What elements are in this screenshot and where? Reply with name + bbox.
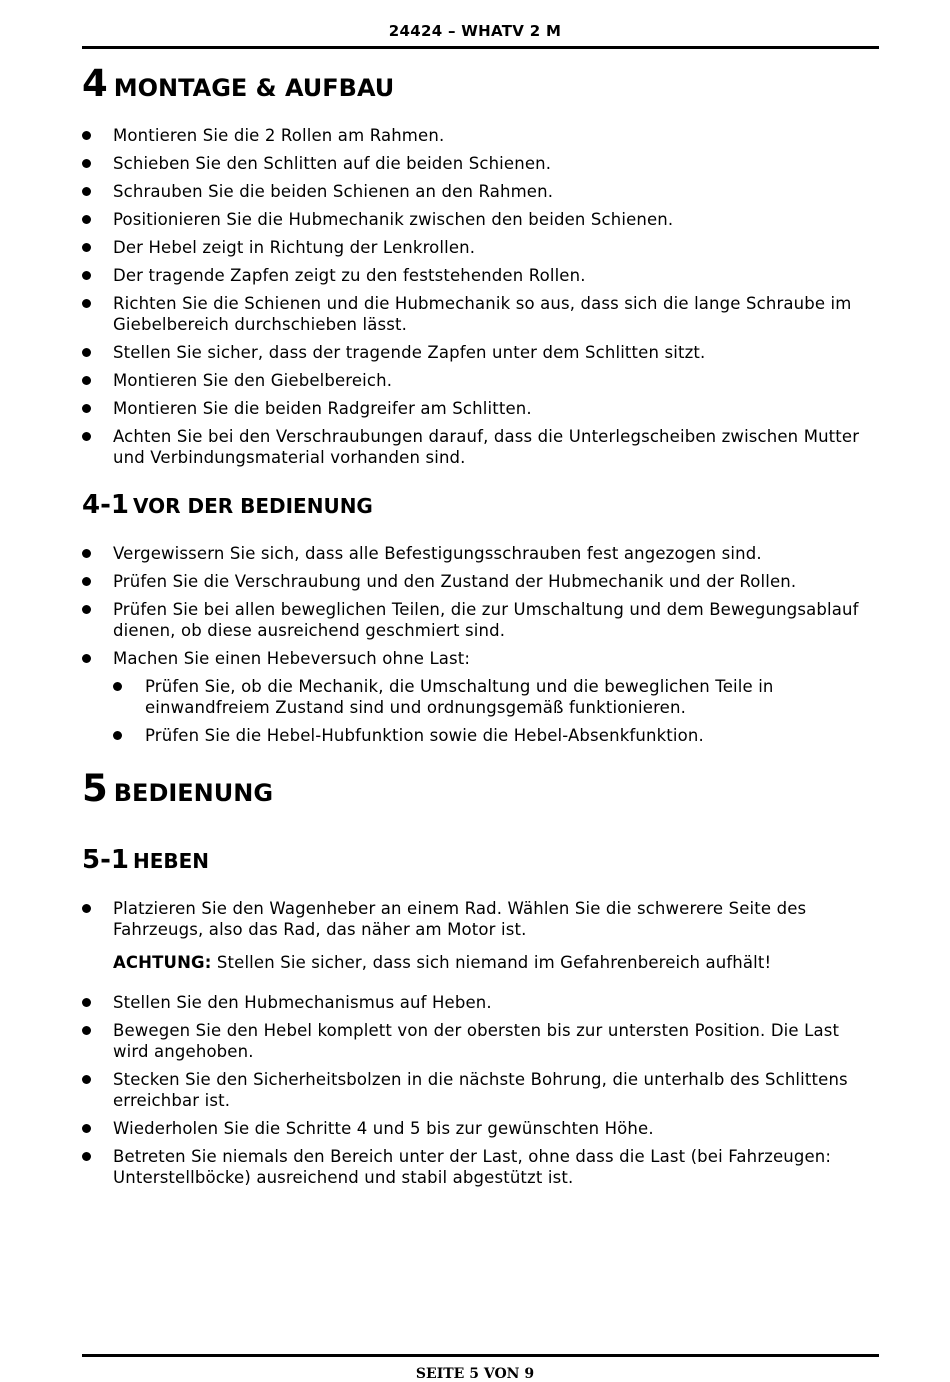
page-number-footer: SEITE 5 VON 9 [415,1366,535,1382]
bullet-icon [82,159,91,168]
list-item: Bewegen Sie den Hebel komplett von der obersten bis zur untersten Position. Die Last wird angehoben. [82,1020,879,1062]
list-item: Machen Sie einen Hebeversuch ohne Last: Prüfen Sie, ob die Mechanik, die Umschaltung und die beweglichen Teile in einwandfreiem Zustand sind und ordnungsgemäß funktionieren. Prüfen Sie die Hebel-Hubfunktion sowie die Hebel-Absenkfunktion. [82,648,879,746]
bullet-icon [82,215,91,224]
list-item: Schieben Sie den Schlitten auf die beiden Schienen. [82,153,879,174]
bullet-icon [113,682,122,691]
bullet-icon [82,549,91,558]
bullet-icon [82,605,91,614]
list-item: Montieren Sie den Giebelbereich. [82,370,879,391]
list-item: Richten Sie die Schienen und die Hubmechanik so aus, dass sich die lange Schraube im Giebelbereich durchschieben lässt. [82,293,879,335]
bullet-icon [113,731,122,740]
section-5-heading [82,767,273,810]
list-item: Prüfen Sie die Verschraubung und den Zustand der Hubmechanik und der Rollen. [82,571,879,592]
document-header-title: 24424 – WHATV 2 M [388,22,562,40]
section-5-number: 5 [82,767,108,810]
section-4-1-list [82,543,879,753]
bullet-icon [82,271,91,280]
section-5-1-list [82,898,879,1195]
list-item: Der Hebel zeigt in Richtung der Lenkrollen. [82,237,879,258]
bullet-icon [82,1026,91,1035]
bullet-icon [82,1152,91,1161]
list-item: Prüfen Sie bei allen beweglichen Teilen, die zur Umschaltung und dem Bewegungsablauf dienen, ob diese ausreichend geschmiert sind. [82,599,879,641]
bullet-icon [82,348,91,357]
section-4-heading [82,62,394,105]
footer-divider [82,1354,879,1357]
bullet-icon [82,998,91,1007]
list-item: Montieren Sie die 2 Rollen am Rahmen. [82,125,879,146]
bullet-icon [82,187,91,196]
list-item: Platzieren Sie den Wagenheber an einem Rad. Wählen Sie die schwerere Seite des Fahrzeugs, also das Rad, das näher am Motor ist. ACHTUNG: Stellen Sie sicher, dass sich niemand im Gefahrenbereich aufhält! [82,898,879,973]
section-5-title: BEDIENUNG [113,779,274,807]
section-4-list [82,125,879,475]
list-item: Stellen Sie sicher, dass der tragende Zapfen unter dem Schlitten sitzt. [82,342,879,363]
bullet-icon [82,432,91,441]
list-item: Schrauben Sie die beiden Schienen an den Rahmen. [82,181,879,202]
section-4-number: 4 [82,62,108,105]
warning-label: ACHTUNG: [113,953,212,972]
list-item: Achten Sie bei den Verschraubungen darauf, dass die Unterlegscheiben zwischen Mutter und Verbindungsmaterial vorhanden sind. [82,426,879,468]
section-4-title: MONTAGE & AUFBAU [113,74,395,102]
list-item: Stecken Sie den Sicherheitsbolzen in die nächste Bohrung, die unterhalb des Schlittens erreichbar ist. [82,1069,879,1111]
bullet-icon [82,1075,91,1084]
sub-list [113,676,879,746]
section-4-1-title: VOR DER BEDIENUNG [132,494,373,518]
list-item: Betreten Sie niemals den Bereich unter der Last, ohne dass die Last (bei Fahrzeugen: Unterstellböcke) ausreichend und stabil abgestützt ist. [82,1146,879,1188]
bullet-icon [82,577,91,586]
section-5-1-heading [82,845,209,875]
section-5-1-number: 5-1 [82,845,129,875]
bullet-icon [82,376,91,385]
section-4-1-heading [82,490,373,520]
bullet-icon [82,1124,91,1133]
warning-note [113,952,879,973]
list-item: Wiederholen Sie die Schritte 4 und 5 bis zur gewünschten Höhe. [82,1118,879,1139]
bullet-icon [82,404,91,413]
list-item: Der tragende Zapfen zeigt zu den feststehenden Rollen. [82,265,879,286]
section-4-1-number: 4-1 [82,490,129,520]
list-item: Stellen Sie den Hubmechanismus auf Heben. [82,992,879,1013]
section-5-1-title: HEBEN [132,849,210,873]
bullet-icon [82,904,91,913]
warning-text: Stellen Sie sicher, dass sich niemand im Gefahrenbereich aufhält! [211,953,772,972]
list-item: Montieren Sie die beiden Radgreifer am Schlitten. [82,398,879,419]
bullet-icon [82,299,91,308]
sub-list-item: Prüfen Sie, ob die Mechanik, die Umschaltung und die beweglichen Teile in einwandfreiem Zustand sind und ordnungsgemäß funktionieren. [113,676,879,718]
header-divider [82,46,879,49]
sub-list-item: Prüfen Sie die Hebel-Hubfunktion sowie die Hebel-Absenkfunktion. [113,725,879,746]
bullet-icon [82,131,91,140]
list-item: Vergewissern Sie sich, dass alle Befestigungsschrauben fest angezogen sind. [82,543,879,564]
bullet-icon [82,243,91,252]
list-item: Positionieren Sie die Hubmechanik zwischen den beiden Schienen. [82,209,879,230]
bullet-icon [82,654,91,663]
